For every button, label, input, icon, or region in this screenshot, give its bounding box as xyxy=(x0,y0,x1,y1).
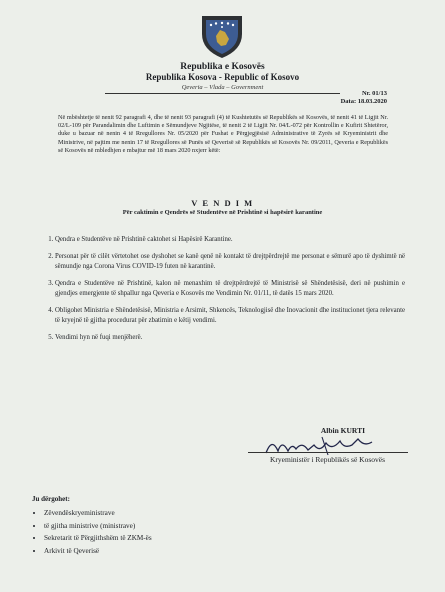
decision-number: Nr. 01/13 xyxy=(361,90,387,97)
recipient-item: • të gjitha ministrive (ministrave) xyxy=(44,520,152,533)
decision-date: Data: 18.03.2020 xyxy=(340,98,387,105)
kosovo-emblem-icon xyxy=(196,12,248,60)
intro-paragraph: Në mbështetje të nenit 92 paragrafi 4, dhe të nenit 93 paragrafi (4) të Kushtetutës së Republikës së Kosovës, të nenit 41 të Ligjit Nr. 02/L-109 për Parandalimin dhe Luftimin e Sëmundjeve Ngjitëse, të nenit 2 të Ligjit Nr. 04/L-072 për Kontrollin e Kufirit Shtetëror, duke u bazuar në nenin 4 të Rregullores Nr. 05/2020 për Fushat e Përgjegjësisë Administrative të Zyrës së Kryeministrit dhe Ministrive, në pajtim me nenin 17 të Rregullores së Punës së Qeverisë së Republikës së Kosovës Nr. 09/2011, Qeveria e Republikës së Kosovës në mbledhjen e mbajtur më 18 mars 2020 nxjerr këtë: xyxy=(58,114,388,154)
recipients-list xyxy=(30,507,152,557)
document-subtitle: Për caktimin e Qendrës së Studentëve në Prishtinë si hapësirë karantine xyxy=(122,209,323,216)
header-divider xyxy=(105,93,340,94)
header-line-3: Qeveria – Vlada – Government xyxy=(181,84,264,91)
header-line-2: Republika Kosova - Republic of Kosovo xyxy=(145,72,300,82)
decision-items xyxy=(40,235,405,350)
decision-item: 5. Vendimi hyn në fuqi menjëherë. xyxy=(55,333,405,343)
decision-item: 1. Qendra e Studentëve në Prishtinë caktohet si Hapësirë Karantine. xyxy=(55,235,405,245)
signatory-name: Albin KURTI xyxy=(320,426,365,435)
recipients-label: Ju dërgohet: xyxy=(32,495,70,503)
document-title: V E N D I M xyxy=(191,198,254,208)
header-line-1: Republika e Kosovës xyxy=(180,62,265,72)
decision-item: 2. Personat për të cilët vërtetohet ose dyshohet se kanë qenë në kontakt të drejtpërdrejtë me personat e sëmurë apo të dyshimtë në sëmundje nga Corona Virus COVID-19 futen në karantinë. xyxy=(55,252,405,272)
recipient-item: • Arkivit të Qeverisë xyxy=(44,545,152,558)
decision-item: 4. Obligohet Ministria e Shëndetësisë, Ministria e Arsimit, Shkencës, Teknologjisë dhe Inovacionit dhe institucionet tjera relevante të kryejnë të gjitha procedurat për zbatimin e këtij vendimi. xyxy=(55,306,405,326)
recipient-item: • Zëvendëskryeministrave xyxy=(44,507,152,520)
recipient-item: • Sekretarit të Përgjithshëm të ZKM-ës xyxy=(44,532,152,545)
decision-item: 3. Qendra e Studentëve në Prishtinë, kalon në menaxhim të drejtpërdrejtë të Ministrisë së Shëndetësisë, deri në pushimin e gjendjes emergjente të shpallur nga Qeveria e Kosovës me Vendimin Nr. 01/11, të datës 15 mars 2020. xyxy=(55,279,405,299)
signatory-role: Kryeministër i Republikës së Kosovës xyxy=(270,455,385,464)
signature-line xyxy=(248,452,408,453)
